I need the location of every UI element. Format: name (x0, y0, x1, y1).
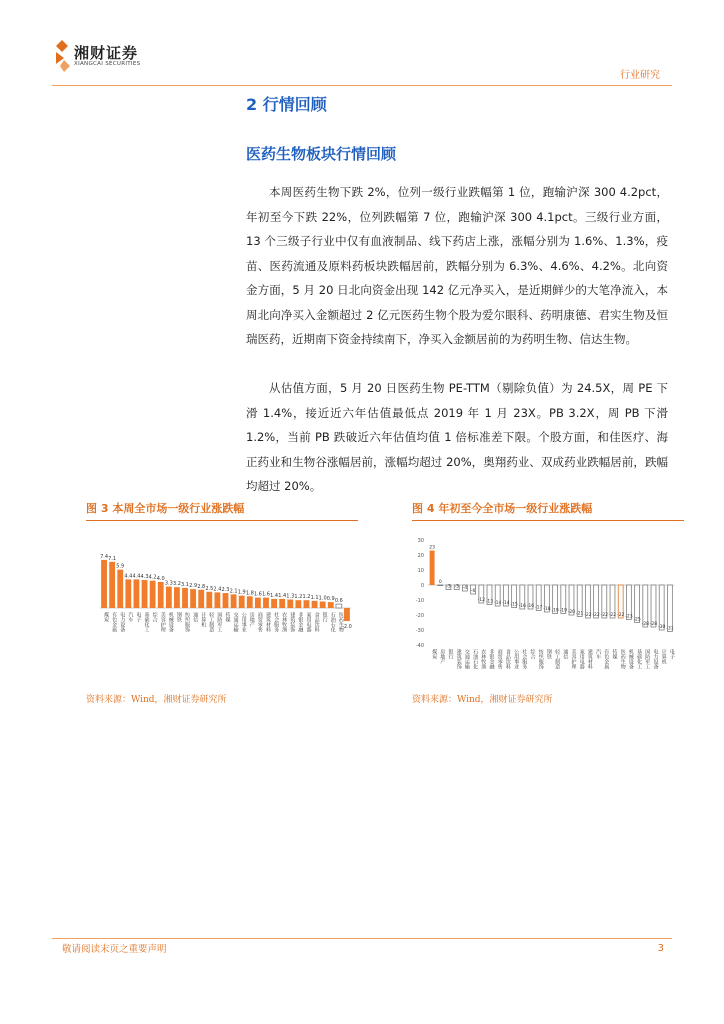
bar (206, 592, 212, 608)
bar-value-label: 23 (429, 545, 435, 551)
category-label: 基础化工 (636, 649, 643, 669)
bar-value-label: 2.5 (205, 585, 214, 592)
category-label: 农林牧渔 (480, 649, 487, 669)
bar (344, 608, 350, 621)
category-label: 社会服务 (521, 649, 528, 669)
category-label: 家用电器 (305, 612, 312, 632)
bar-value-label: -23 (625, 614, 633, 620)
category-label: 医药生物 (619, 649, 626, 669)
category-label: 建筑装饰 (289, 612, 296, 632)
bar-value-label: 1.2 (294, 594, 303, 601)
bar-value-label: 1.4 (270, 592, 279, 599)
bar (214, 592, 220, 608)
logo-chinese-name: 湘财证券 (74, 44, 139, 62)
category-label: 汽车 (127, 612, 134, 622)
category-label: 银行 (447, 649, 454, 659)
bar-value-label: 1.6 (253, 591, 262, 598)
section-title: 2 行情回顾 (246, 95, 327, 114)
category-label: 通信 (562, 649, 569, 659)
bar-value-label: -30 (658, 625, 666, 630)
bar (271, 599, 277, 608)
bar (182, 588, 188, 608)
category-label: 电力设备 (652, 649, 659, 669)
bar-value-label: -22 (584, 613, 592, 618)
bar-value-label: -19 (551, 608, 559, 614)
category-label: 传媒 (611, 649, 618, 659)
category-label: 国防军工 (644, 649, 651, 669)
figure-4-source: 资料来源：Wind，湘财证券研究所 (412, 695, 553, 705)
category-label: 美容护理 (159, 612, 166, 632)
bar-value-label: -14 (502, 601, 510, 606)
bar-value-label: 4.0 (156, 576, 165, 582)
bar-value-label: 0.9 (326, 596, 335, 603)
category-label: 钢铁 (175, 612, 182, 622)
category-label: 国防军工 (216, 612, 223, 632)
bar (279, 599, 285, 608)
bar (328, 602, 334, 608)
category-label: 商贸零售 (496, 649, 503, 669)
bar-value-label: 1.3 (286, 593, 295, 600)
category-label: 纺织服饰 (184, 612, 191, 632)
category-label: 房地产 (248, 612, 255, 627)
bar-value-label: -13 (485, 599, 494, 605)
category-label: 有色金属 (603, 649, 610, 669)
category-label: 汽车 (595, 649, 602, 659)
y-tick-label: 0 (420, 583, 424, 589)
bar-value-label: -3 (446, 584, 451, 590)
bar (158, 582, 164, 608)
bar-value-label: 7.1 (108, 555, 117, 562)
bar (101, 560, 107, 608)
y-tick-label: -40 (415, 643, 424, 649)
bar-value-label: -15 (510, 602, 518, 608)
category-label: 通信 (192, 612, 199, 622)
page-number: 3 (657, 943, 664, 954)
category-label: 家用电器 (578, 649, 585, 669)
category-label: 交通运输 (232, 612, 239, 632)
bar (295, 600, 301, 608)
category-label: 有色金属 (111, 612, 118, 632)
bar-value-label: 0.6 (334, 598, 343, 605)
bar-value-label: 2.1 (229, 588, 238, 595)
bar (667, 585, 672, 632)
bar (659, 585, 664, 630)
figure-3-title: 图 3 本周全市场一级行业涨跌幅 (86, 502, 245, 515)
category-label: 电子 (135, 612, 142, 622)
category-label: 非银金融 (297, 612, 304, 632)
bar-value-label: 1.4 (278, 592, 287, 599)
category-label: 电力设备 (119, 612, 126, 632)
bar-value-label: 1.2 (302, 594, 311, 601)
logo-english-name: XIANGCAI SECURITIES (74, 61, 141, 67)
y-tick-label: 30 (417, 538, 424, 544)
bar-value-label: 3.2 (172, 581, 181, 588)
bar-value-label: -16 (526, 604, 535, 609)
bar-value-label: 1.1 (310, 594, 319, 601)
valuation-paragraph: 从估值方面，5 月 20 日医药生物 PE-TTM（剔除负值）为 24.5X，周 PE 下滑 1.4%，接近近六年估值最低点 2019 年 1 月 23X。PB 3.2X，周 PB 下滑 1.2%，当前 PB 跌破近六年估值均值 1 倍标准差下限。个股方面，和佳医疗、海正药业和生物谷涨幅居前，涨幅均超过 20%，奥翔药业、双成药业跌幅居前，跌幅均超过 20%。 (246, 381, 668, 493)
category-label: 非银金融 (488, 649, 495, 669)
category-label: 纺织服饰 (537, 649, 544, 669)
bar (134, 579, 140, 608)
bar-value-label: -4 (462, 586, 468, 591)
bar-value-label: -19 (559, 608, 567, 614)
bar-value-label: -2.0 (342, 624, 352, 630)
market-review-paragraph: 本周医药生物下跌 2%，位列一级行业跌幅第 1 位，跑输沪深 300 4.2pct，年初至今下跌 22%，位列跌幅第 7 位，跑输沪深 300 4.1pct。三级行业方面，13 个三级子行业中仅有血液制品、线下药店上涨，涨幅分别为 1.6%、1.3%，疫苗、医药流通及原料药板块跌幅居前，跌幅分别为 6.3%、4.6%、4.2%。北向资金方面，5 月 20 日北向资金出现 142 亿元净买入，是近期鲜少的大笔净流入，本周北向净买入金额超过 2 亿元医药生物个股为爱尔眼科、药明康德、君实生物及恒瑞医药，近期南下资金持续南下，净买入金额居前的为药明生物、信达生物。 (246, 185, 668, 346)
bar-value-label: -25 (633, 617, 641, 623)
bar (247, 596, 253, 608)
category-label: 综合 (151, 612, 158, 622)
category-label: 建筑材料 (586, 649, 593, 669)
bar-value-label: -3 (454, 584, 459, 590)
bar-value-label: 3.3 (164, 580, 173, 587)
bar-value-label: 3.1 (181, 581, 189, 588)
bar-value-label: -22 (600, 613, 608, 618)
bar-value-label: 1.8 (245, 590, 254, 597)
category-label: 美容护理 (570, 649, 577, 669)
bar-value-label: -31 (666, 626, 674, 632)
category-label: 电子 (668, 649, 675, 659)
category-label: 煤炭 (431, 649, 438, 659)
bar-value-label: -22 (592, 613, 600, 618)
y-tick-label: 10 (417, 568, 424, 574)
bar (174, 587, 180, 608)
category-label: 基础化工 (143, 612, 150, 632)
bar (198, 590, 204, 608)
category-label: 计算机 (200, 612, 207, 627)
footer-disclaimer: 敬请阅读末页之重要声明 (62, 944, 167, 955)
category-label: 综合 (529, 649, 536, 659)
y-tick-label: -30 (415, 628, 424, 634)
category-label: 石油石化 (472, 649, 479, 669)
category-label: 公用事业 (240, 612, 247, 632)
weekly-industry-change-chart (86, 525, 358, 685)
bar (223, 593, 229, 608)
y-tick-label: -10 (415, 598, 424, 604)
ytd-industry-change-chart (412, 525, 684, 685)
category-label: 社会服务 (273, 612, 280, 632)
figure-4-rule (412, 520, 684, 521)
bar (231, 594, 237, 608)
bar-value-label: -12 (477, 598, 485, 603)
logo-mark-icon (52, 38, 72, 74)
bar-value-label: -20 (567, 610, 576, 615)
category-label: 机械设备 (167, 612, 174, 632)
bar-value-label: -28 (641, 622, 649, 627)
bar-value-label: 1.9 (237, 589, 246, 596)
bar (287, 600, 293, 608)
bar (304, 600, 310, 608)
category-label: 交通运输 (463, 649, 470, 669)
bar (312, 601, 318, 608)
y-tick-label: 20 (417, 553, 424, 559)
header-divider (52, 85, 672, 86)
category-label: 轻工制造 (554, 649, 561, 669)
bar (190, 589, 196, 608)
bar (438, 585, 443, 586)
bar-value-label: 4.4 (132, 573, 141, 580)
category-label: 轻工制造 (208, 612, 215, 632)
bar-value-label: 2.8 (197, 583, 206, 590)
y-tick-label: -20 (415, 613, 424, 619)
category-label: 商贸零售 (256, 612, 263, 632)
bar-value-label: -16 (518, 604, 526, 609)
category-label: 食品饮料 (313, 612, 320, 632)
bar-value-label: 4.3 (140, 574, 149, 581)
category-label: 医药生物 (337, 612, 344, 632)
bar (150, 581, 156, 608)
bar (239, 596, 245, 608)
bar (166, 587, 172, 608)
subsection-title: 医药生物板块行情回顾 (246, 145, 397, 163)
category-label: 公用事业 (513, 649, 520, 669)
category-label: 煤炭 (103, 612, 110, 622)
bar-value-label: -14 (494, 601, 502, 606)
bar-value-label: 4.4 (124, 573, 133, 580)
bar (643, 585, 648, 627)
company-logo (52, 38, 152, 74)
bar (117, 570, 123, 608)
report-category: 行业研究 (620, 70, 660, 81)
bar-value-label: 2.9 (189, 583, 198, 590)
bar (125, 579, 131, 608)
bar-value-label: 1.6 (262, 591, 270, 598)
category-label: 农林牧渔 (281, 612, 288, 632)
category-label: 银行 (321, 612, 328, 622)
figure-3-rule (86, 520, 358, 521)
bar-value-label: 0 (438, 580, 442, 585)
figure-4-title: 图 4 年初至今全市场一级行业涨跌幅 (412, 502, 593, 515)
bar-value-label: 2.4 (213, 586, 222, 593)
bar-value-label: 1.0 (318, 595, 327, 602)
bar (430, 551, 435, 586)
bar (255, 598, 261, 608)
bar (651, 585, 656, 627)
category-label: 传媒 (224, 612, 231, 622)
bar-value-label: 7.4 (100, 553, 109, 560)
category-label: 钢铁 (545, 649, 552, 659)
category-label: 食品饮料 (504, 649, 511, 669)
category-label: 建筑材料 (264, 612, 271, 632)
category-label: 建筑装饰 (455, 649, 462, 669)
category-label: 房地产 (439, 649, 446, 664)
bar (263, 598, 269, 608)
bar (142, 580, 148, 608)
bar-value-label: -6 (470, 589, 476, 594)
bar-value-label: -17 (535, 605, 543, 611)
category-label: 计算机 (660, 649, 667, 664)
bar-value-label: -22 (608, 613, 617, 618)
bar-value-label: -22 (617, 613, 625, 618)
bar-value-label: 5.9 (116, 563, 125, 570)
category-label: 机械设备 (627, 649, 634, 669)
bar (336, 604, 342, 608)
footer-divider (52, 938, 672, 939)
bar (320, 602, 326, 609)
bar-value-label: -21 (576, 611, 584, 617)
bar-value-label: 4.2 (148, 574, 157, 581)
category-label: 石油石化 (329, 612, 336, 632)
bar-value-label: -18 (543, 607, 551, 612)
figure-3-source: 资料来源：Wind，湘财证券研究所 (86, 695, 227, 705)
bar (109, 562, 115, 608)
bar-value-label: -28 (649, 622, 658, 627)
bar-value-label: 2.3 (221, 587, 230, 594)
